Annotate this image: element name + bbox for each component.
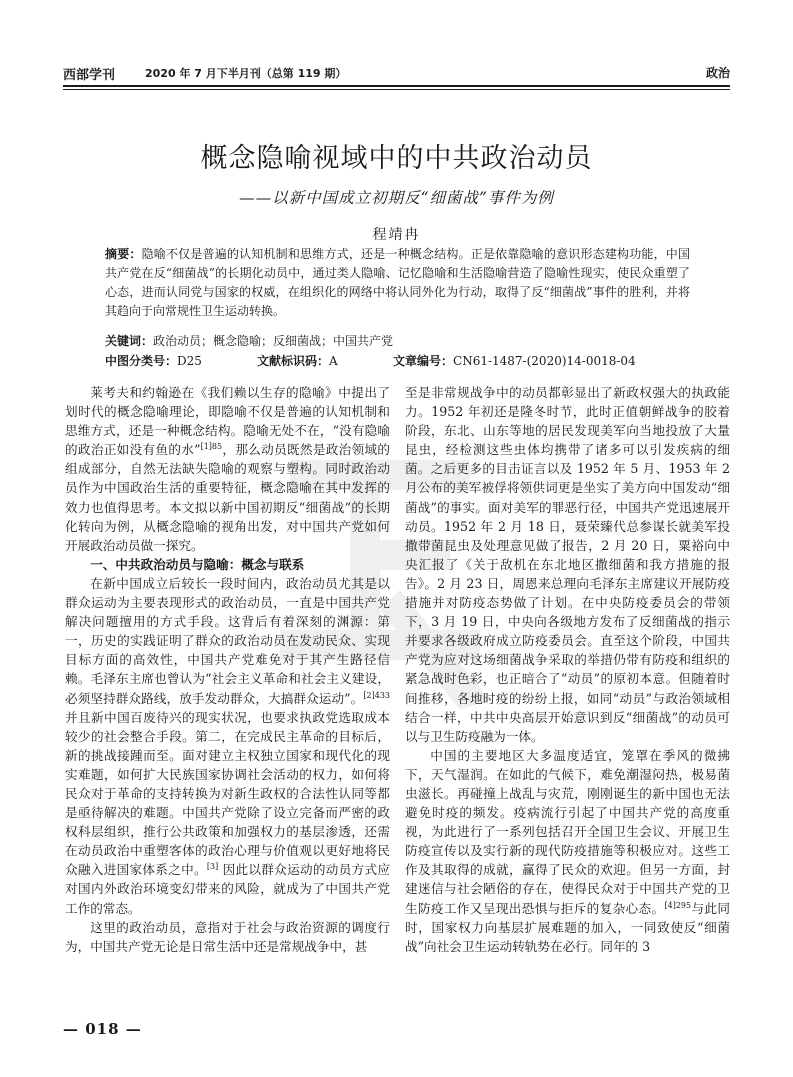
header-rule-thin	[63, 89, 730, 90]
document-code: 文献标识码：A	[257, 354, 338, 368]
article-title: 概念隐喻视域中的中共政治动员	[200, 143, 593, 174]
right-column	[405, 383, 730, 956]
header-rule	[63, 85, 730, 87]
abstract-text: 隐喻不仅是普遍的认知机制和思维方式，还是一种概念结构。正是依靠隐喻的意识形态建构功能，中国共产党在反“细菌战”的长期化动员中，通过类人隐喻、记忆隐喻和生活隐喻营造了隐喻性现实，使民众重塑了心态，进而认同党与国家的权威，在组织化的网络中将认同外化为行动，取得了反“细菌战”事件的胜利，并将其趋向于向常规性卫生运动转换。	[105, 247, 690, 318]
article-subtitle: ——以新中国成立初期反“细菌战”事件为例	[239, 189, 554, 207]
article-number: 文章编号：CN61-1487-(2020)14-0018-04	[393, 354, 636, 368]
paragraph: 莱考夫和约翰逊在《我们赖以生存的隐喻》中提出了划时代的概念隐喻理论，即隐喻不仅是普遍的认知机制和思维方式，还是一种概念结构。隐喻无处不在，“没有隐喻的政治正如没有鱼的水”$^{[1]85}$，那么动员既然是政治领域的组成部分，自然无法缺失隐喻的观察与塑构。同时政治动员作为中国政治生活的重要特征，概念隐喻在其中发挥的效力也值得思考。本文拟以新中国初期反“细菌战”的长期化转向为例，从概念隐喻的视角出发，对中国共产党如何开展政治动员做一探究。	[65, 385, 390, 553]
left-column	[65, 383, 390, 956]
paragraph: 至是非常规战争中的动员都彰显出了新政权强大的执政能力。1952 年初还是隆冬时节，此时正值朝鲜战争的胶着阶段，东北、山东等地的居民发现美军向当地投放了大量昆虫，经检测这些虫体均携带了诸多可以引发疾病的细菌。之后更多的目击证言以及 1952 年 5 月、1953 年 2 月公布的美军被俘将领供词更是坐实了美方向中国发动“细菌战”的事实。面对美军的罪恶行径，中国共产党迅速展开动员。1952 年 2 月 18 日，聂荣臻代总参谋长就美军投撒带菌昆虫及处理意见做了报告，2 月 20 日，粟裕向中央汇报了《关于敌机在东北地区撒细菌和我方措施的报告》。2 月 23 日，周恩来总理向毛泽东主席建议开展防疫措施并对防疫态势做了计划。在中央防疫委员会的带领下，3 月 19 日，中央向各级地方发布了反细菌战的指示并要求各级政府成立防疫委员会。直至这个阶段，中国共产党为应对这场细菌战争采取的举措仍带有防疫和组织的紧急战时色彩，也正暗合了“动员”的原初本意。但随着时间推移，各地时疫的纷纷上报，如同“动员”与政治领域相结合一样，中共中央高层开始意识到反“细菌战”的动员可以与卫生防疫融为一体。	[405, 385, 730, 744]
section-heading: 一、中共政治动员与隐喻：概念与联系	[90, 556, 305, 572]
paragraph: 中国的主要地区大多温度适宜，笼罩在季风的微拂下，天气湿润。在如此的气候下，难免潮湿闷热，极易菌虫滋长。再碰撞上战乱与灾荒，刚刚诞生的新中国也无法避免时疫的频发。疫病流行引起了中国共产党的高度重视，为此进行了一系列包括召开全国卫生会议、开展卫生防疫宣传以及实行新的现代防疫措施等积极应对。这些工作及其取得的成就，赢得了民众的欢迎。但另一方面，封建迷信与社会陋俗的存在，使得民众对于中国共产党的卫生防疫工作又呈现出恐惧与拒斥的复杂心态。$^{[4]295}$与此同时，国家权力向基层扩展难题的加入，一同致使反“细菌战”向社会卫生运动转轨势在必行。同年的 3	[405, 747, 731, 954]
journal-name: 西部学刊	[63, 68, 116, 83]
paragraph: 在新中国成立后较长一段时间内，政治动员尤其是以群众运动为主要表现形式的政治动员，一直是中国共产党解决问题擅用的方式手段。这背后有着深刻的渊源：第一，历史的实践证明了群众的政治动员在发动民众、实现目标方面的高效性，中国共产党难免对于其产生路径信赖。毛泽东主席也曾认为“社会主义革命和社会主义建设，必须坚持群众路线，放手发动群众，大搞群众运动”。$^{[2]433}$ 并且新中国百废待兴的现实状况，也要求执政党选取成本较少的社会整合手段。第二，在完成民主革命的目标后，新的挑战接踵而至。面对建立主权独立国家和现代化的现实难题，如何扩大民族国家协调社会活动的权力，如何将民众对于革命的支持转换为对新生政权的合法性认同等都是亟待解决的难题。中国共产党除了设立完备而严密的政权科层组织，推行公共政策和加强权力的基层渗透，还需在动员政治中重塑客体的政治心理与价值观以更好地将民众融入进国家体系之中。[3] 因此以群众运动的动员方式应对国内外政治环境变幻带来的风险，就成为了中国共产党工作的常态。	[65, 575, 390, 916]
section-label: 政治	[705, 66, 730, 80]
abstract-label: 摘要：	[105, 247, 142, 261]
keywords	[105, 332, 690, 350]
abstract	[105, 245, 690, 321]
issue-info: 2020 年 7 月下半月刊（总第 119 期）	[145, 67, 347, 80]
clc-number: 中图分类号：D25	[105, 354, 202, 368]
paragraph: 这里的政治动员，意指对于社会与政治资源的调度行为，中国共产党无论是日常生活中还是常规战争中，甚	[65, 919, 390, 954]
author-name: 程靖冉	[372, 227, 421, 243]
keywords-label: 关键词：	[105, 334, 154, 348]
keywords-text: 政治动员；概念隐喻；反细菌战；中国共产党	[153, 334, 394, 348]
page-number: — 018 —	[63, 1020, 142, 1038]
